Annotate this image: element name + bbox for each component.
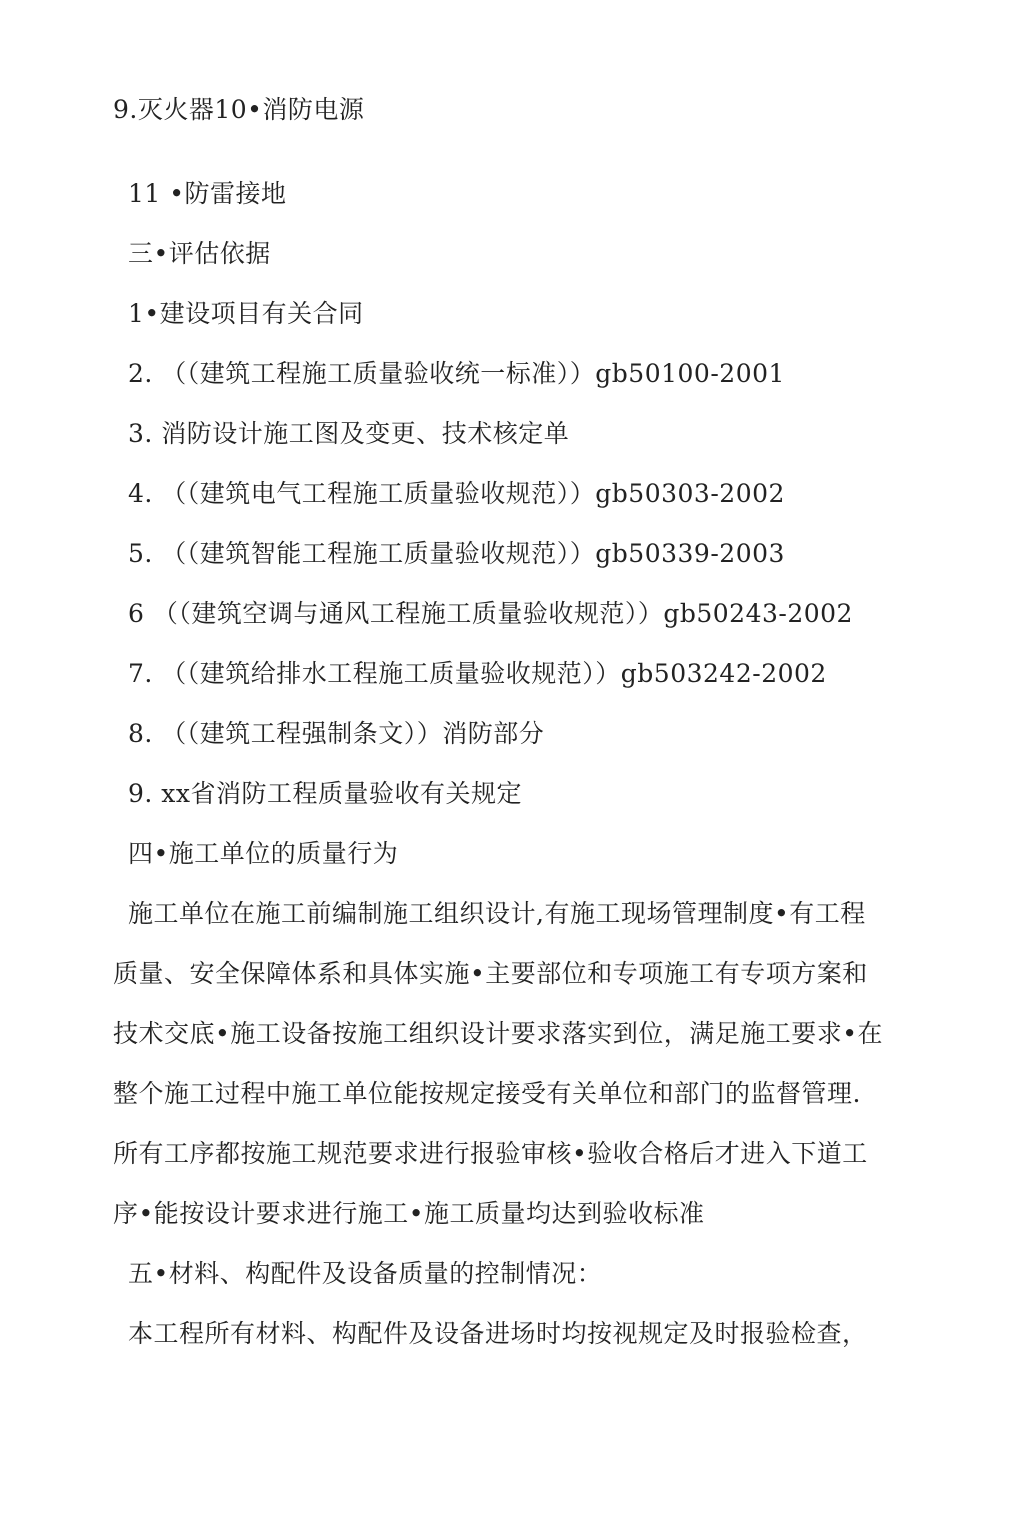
paragraph-line-2: 质量、安全保障体系和具体实施•主要部位和专项施工有专项方案和 — [113, 959, 868, 988]
text-line-2: 11 •防雷接地 — [128, 179, 287, 208]
paragraph-line-4: 整个施工过程中施工单位能按规定接受有关单位和部门的监督管理. — [113, 1079, 861, 1108]
text-line-5: 2. （（建筑工程施工质量验收统一标准））gb50100-2001 — [128, 359, 785, 388]
text-line-4: 1•建设项目有关合同 — [128, 299, 364, 328]
section-heading-5: 五•材料、构配件及设备质量的控制情况： — [128, 1259, 603, 1288]
section-heading-4: 四•施工单位的质量行为 — [128, 839, 399, 868]
text-line-8: 5. （（建筑智能工程施工质量验收规范））gb50339-2003 — [128, 539, 785, 568]
text-line-11: 8. （（建筑工程强制条文））消防部分 — [128, 719, 545, 748]
text-line-12: 9. xx省消防工程质量验收有关规定 — [128, 779, 522, 808]
paragraph-line-5: 所有工序都按施工规范要求进行报验审核•验收合格后才进入下道工 — [113, 1139, 868, 1168]
paragraph-line-3: 技术交底•施工设备按施工组织设计要求落实到位，满足施工要求•在 — [113, 1019, 883, 1048]
section-heading-3: 三•评估依据 — [128, 239, 271, 268]
paragraph-line-7: 本工程所有材料、构配件及设备进场时均按视规定及时报验检查， — [128, 1319, 868, 1348]
paragraph-line-1: 施工单位在施工前编制施工组织设计,有施工现场管理制度•有工程 — [128, 899, 866, 928]
text-line-10: 7. （（建筑给排水工程施工质量验收规范））gb503242-2002 — [128, 659, 827, 688]
text-line-1: 9.灭火器10•消防电源 — [113, 95, 365, 124]
paragraph-line-6: 序•能按设计要求进行施工•施工质量均达到验收标准 — [113, 1199, 705, 1228]
text-line-9: 6 （（建筑空调与通风工程施工质量验收规范））gb50243-2002 — [128, 599, 853, 628]
text-line-7: 4. （（建筑电气工程施工质量验收规范））gb50303-2002 — [128, 479, 785, 508]
text-line-6: 3. 消防设计施工图及变更、技术核定单 — [128, 419, 570, 448]
